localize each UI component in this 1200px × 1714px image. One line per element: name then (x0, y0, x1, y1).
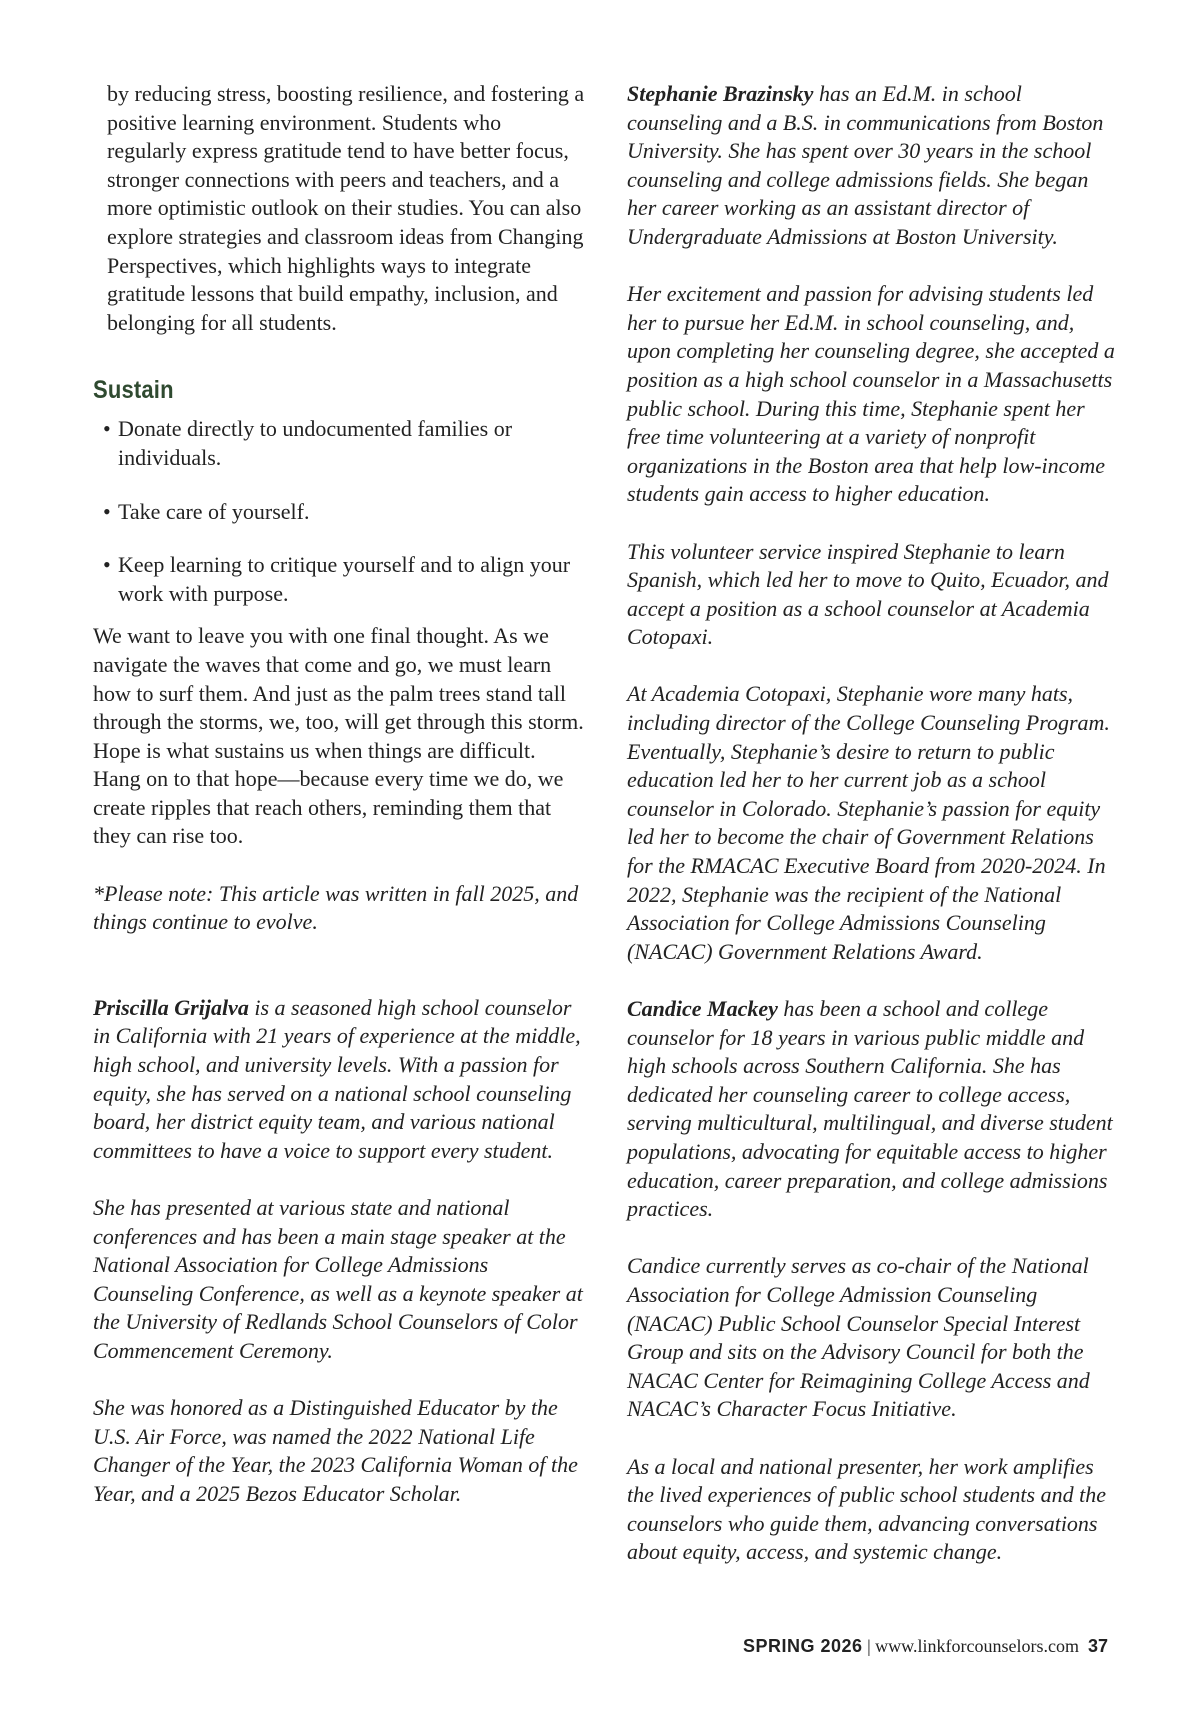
bio-paragraph: Her excitement and passion for advising students led her to pursue her Ed.M. in school counseling, and, upon completing her counseling degree, she accepted a position as a high school counselor in a Massachusetts public school. During this time, Stephanie spent her free time volunteering at a variety of nonprofit organizations in the Boston area that help low-income students gain access to higher education. (627, 281, 1115, 507)
bio-text: is a seasoned high school counselor in California with 21 years of experience at the middle, high school, and university levels. With a passion for equity, she has served on a national school counseling board, her district equity team, and various national committees to have a voice to support every student. (93, 994, 581, 1163)
bio-name: Candice Mackey (627, 996, 778, 1021)
bio-name: Stephanie Brazinsky (627, 81, 814, 106)
bio-paragraph (627, 995, 1117, 1224)
list-item: • Donate directly to undocumented families or individuals. (103, 415, 585, 472)
website-link[interactable]: www.linkforcounselors.com (875, 1636, 1079, 1656)
issue-season: SPRING 2026 (743, 1636, 863, 1656)
bio-paragraph: She was honored as a Distinguished Educator by the U.S. Air Force, was named the 2022 National Life Changer of the Year, the 2023 California Woman of the Year, and a 2025 Bezos Educator Scholar. (93, 1395, 578, 1506)
bio-priscilla (93, 994, 585, 1509)
left-column (93, 80, 585, 1509)
bio-candice (627, 995, 1117, 1567)
bio-paragraph: As a local and national presenter, her work amplifies the lived experiences of public school students and the counselors who guide them, advancing conversations about equity, access, and systemic change. (627, 1453, 1106, 1565)
final-thought-paragraph: We want to leave you with one final thought. As we navigate the waves that come and go, we must learn how to surf them. And just as the palm trees stand tall through the storms, we, too, will get through this storm. Hope is what sustains us when things are difficult. Hang on to that hope—because every time we do, we create ripples that reach others, reminding them that they can rise too. (93, 623, 584, 849)
footer-separator: | (862, 1636, 876, 1656)
bio-text: has an Ed.M. in school counseling and a B.S. in communications from Boston University. She has spent over 30 years in the school counseling and college admissions fields. She began her career working as an assistant director of Undergraduate Admissions at Boston University. (627, 81, 1104, 249)
intro-paragraph: by reducing stress, boosting resilience, and fostering a positive learning environment. Students who regularly express gratitude tend to have better focus, stronger connections with peers and teachers, and a more optimistic outlook on their studies. You can also explore strategies and classroom ideas from Changing Perspectives, which highlights ways to integrate gratitude lessons that build empathy, inclusion, and belonging for all students. (107, 81, 585, 335)
sustain-list (93, 415, 585, 608)
page-footer (743, 1636, 1108, 1657)
list-item: • Take care of yourself. (103, 498, 585, 527)
right-column (627, 80, 1117, 1567)
bio-paragraph: This volunteer service inspired Stephanie to learn Spanish, which led her to move to Quito, Ecuador, and accept a position as a school counselor at Academia Cotopaxi. (627, 538, 1109, 650)
bio-paragraph: Candice currently serves as co-chair of the National Association for College Admission Counseling (NACAC) Public School Counselor Special Interest Group and sits on the Advisory Council for both the NACAC Center for Reimagining College Access and NACAC’s Character Focus Initiative. (627, 1253, 1090, 1422)
bio-paragraph (93, 994, 585, 1166)
section-heading-sustain: Sustain (93, 376, 174, 405)
bio-name: Priscilla Grijalva (93, 994, 249, 1020)
list-item: • Keep learning to critique yourself and to align your work with purpose. (103, 551, 585, 608)
bio-paragraph: At Academia Cotopaxi, Stephanie wore many hats, including director of the College Counseling Program. Eventually, Stephanie’s desire to return to public education led her to her current job as a school counselor in Colorado. Stephanie’s passion for equity led her to become the chair of Government Relations for the RMACAC Executive Board from 2020-2024. In 2022, Stephanie was the recipient of the National Association for College Admissions Counseling (NACAC) Government Relations Award. (627, 681, 1110, 964)
article-note: *Please note: This article was written in fall 2025, and things continue to evolve. (93, 880, 579, 935)
bio-text: has been a school and college counselor for 18 years in various public middle and high schools across Southern California. She has dedicated her counseling career to college access, serving multicultural, multilingual, and diverse student populations, advocating for equitable access to higher education, career preparation, and college admissions practices. (627, 996, 1113, 1222)
bio-paragraph: She has presented at various state and national conferences and has been a main stage speaker at the National Association for College Admissions Counseling Conference, as well as a keynote speaker at the University of Redlands School Counselors of Color Commencement Ceremony. (93, 1195, 583, 1363)
bio-paragraph (627, 80, 1117, 252)
bio-stephanie (627, 80, 1117, 966)
page-number: 37 (1087, 1636, 1108, 1656)
